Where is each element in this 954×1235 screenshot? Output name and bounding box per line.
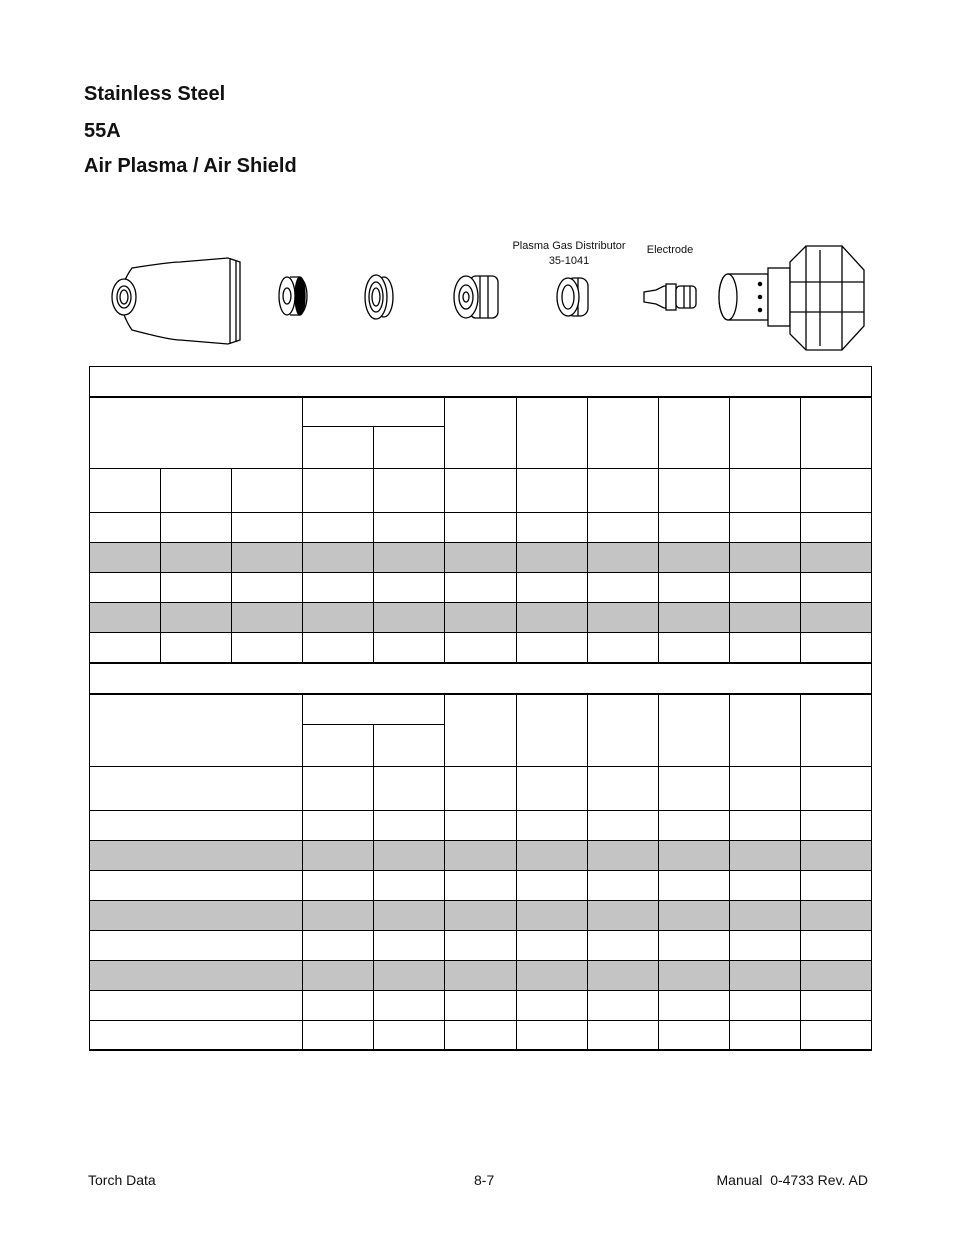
- electrode-label: Electrode: [646, 244, 694, 256]
- table-2-title-cell: [90, 664, 872, 694]
- gas-distributor-name: Plasma Gas Distributor: [512, 240, 626, 252]
- footer-manual-number: Manual 0-4733 Rev. AD: [716, 1172, 868, 1188]
- gas-distributor-number: 35-1041: [548, 255, 590, 267]
- amperage-title: 55A: [84, 120, 121, 142]
- table-row: [90, 840, 872, 870]
- torch-head-drawing: [719, 246, 864, 350]
- table-row: [90, 930, 872, 960]
- footer-section-name: Torch Data: [88, 1172, 156, 1188]
- table-row: [90, 469, 872, 513]
- gas-distributor-label: [505, 239, 633, 269]
- gas-distributor-drawing: [557, 278, 588, 316]
- table-row: [90, 900, 872, 930]
- table-row: [90, 990, 872, 1020]
- table-row: [90, 603, 872, 633]
- table-row: [90, 543, 872, 573]
- shield-cup-drawing: [112, 258, 240, 344]
- table-row: [90, 633, 872, 663]
- table-row: [90, 766, 872, 810]
- cut-chart-table-1: [89, 366, 872, 664]
- table-1-title-cell: [90, 367, 872, 397]
- gas-title: Air Plasma / Air Shield: [84, 155, 297, 177]
- table-row: [90, 513, 872, 543]
- torch-parts-illustration: [0, 0, 954, 370]
- table-row: [90, 870, 872, 900]
- electrode-drawing: [644, 284, 696, 310]
- start-cartridge-drawing: [454, 276, 498, 318]
- table-row: [90, 1020, 872, 1050]
- cut-chart-table-2: [89, 664, 872, 1051]
- footer-page-number: 8-7: [474, 1172, 495, 1188]
- tip-drawing: [365, 275, 393, 319]
- material-title: Stainless Steel: [84, 83, 226, 105]
- table-row: [90, 810, 872, 840]
- table-row: [90, 573, 872, 603]
- shield-cap-drawing: [279, 277, 307, 315]
- table-row: [90, 960, 872, 990]
